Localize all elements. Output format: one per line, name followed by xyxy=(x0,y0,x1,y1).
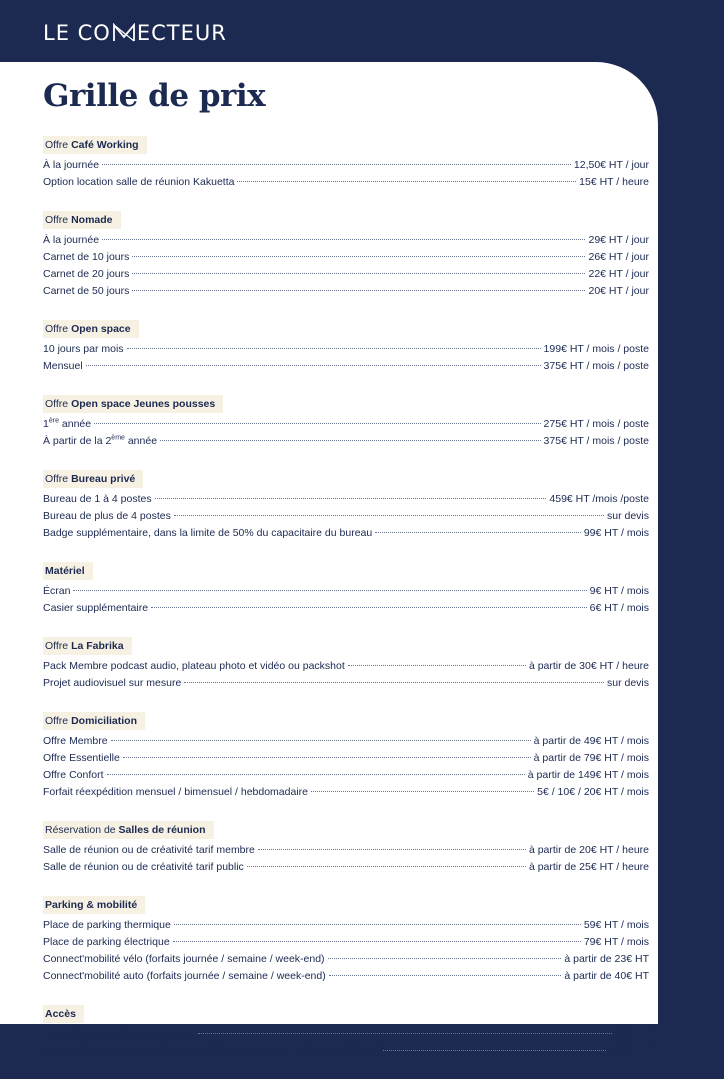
dotted-leader xyxy=(151,607,587,608)
row-price: sur devis xyxy=(606,510,649,522)
row-price: 99€ HT / mois xyxy=(583,527,649,539)
price-row xyxy=(43,951,649,968)
brand-name-left: LE CO xyxy=(43,21,111,45)
row-price: 10€ HT xyxy=(614,1028,649,1040)
price-row xyxy=(43,968,649,985)
section-header xyxy=(43,637,132,655)
row-label: Mensuel xyxy=(43,360,83,372)
dotted-leader xyxy=(155,498,547,499)
price-row xyxy=(43,784,649,801)
section-name: Accès xyxy=(45,1008,76,1020)
row-price: 375€ HT / mois / poste xyxy=(543,435,649,447)
price-row xyxy=(43,358,649,375)
dotted-leader xyxy=(198,1033,611,1034)
section-header xyxy=(43,821,214,839)
dotted-leader xyxy=(247,866,526,867)
section-header xyxy=(43,211,121,229)
price-row xyxy=(43,283,649,300)
row-label-ordinal: ère xyxy=(48,417,59,425)
dotted-leader xyxy=(383,1050,606,1051)
row-label: Salle de réunion ou de créativité tarif membre xyxy=(43,844,255,856)
price-row xyxy=(43,1026,649,1043)
dotted-leader xyxy=(174,924,581,925)
row-label: Bureau de plus de 4 postes xyxy=(43,510,171,522)
price-section xyxy=(43,1004,649,1060)
row-label: Casier supplémentaire xyxy=(43,602,149,614)
dotted-leader xyxy=(86,365,541,366)
row-price: 199€ HT / mois / poste xyxy=(543,343,649,355)
row-label: Connect'mobilité vélo (forfaits journée / semaine / week-end) xyxy=(43,953,325,965)
row-label: Carnet de 10 jours xyxy=(43,251,130,263)
row-label-suffix: année xyxy=(124,435,158,447)
dotted-leader xyxy=(173,941,581,942)
price-row xyxy=(43,934,649,951)
section-prefix: Offre xyxy=(45,323,69,335)
row-label: Écran xyxy=(43,585,71,597)
row-label: Pack Membre podcast audio, plateau photo et vidéo ou packshot xyxy=(43,660,345,672)
price-row xyxy=(43,675,649,692)
row-price: 9€ HT / mois xyxy=(589,585,649,597)
price-row xyxy=(43,433,649,450)
row-label: Forfait réexpédition mensuel / bimensuel / hebdomadaire xyxy=(43,786,308,798)
row-price: à partir de 149€ HT / mois xyxy=(527,769,649,781)
section-name: Salles de réunion xyxy=(118,824,206,836)
row-label: Projet audiovisuel sur mesure xyxy=(43,677,182,689)
price-row xyxy=(43,341,649,358)
dotted-leader xyxy=(73,590,586,591)
price-section xyxy=(43,711,649,801)
row-label: Offre Membre xyxy=(43,735,108,747)
price-row xyxy=(43,416,649,433)
dotted-leader xyxy=(111,740,531,741)
section-header xyxy=(43,896,145,914)
price-row xyxy=(43,750,649,767)
dotted-leader xyxy=(102,164,571,165)
dotted-leader xyxy=(132,273,585,274)
row-label: Place de parking électrique xyxy=(43,936,170,948)
section-name: Parking & mobilité xyxy=(45,899,138,911)
row-label: Badge supplémentaire, dans la limite de 50% du capacitaire du bureau xyxy=(43,527,373,539)
section-header xyxy=(43,470,143,488)
price-section xyxy=(43,210,649,300)
dotted-leader xyxy=(237,181,576,182)
dotted-leader xyxy=(258,849,526,850)
row-price: 15€ HT / heure xyxy=(579,176,649,188)
price-section xyxy=(43,469,649,542)
section-header xyxy=(43,136,147,154)
price-row xyxy=(43,174,649,191)
row-label-ordinal: ème xyxy=(111,434,125,442)
dotted-leader xyxy=(311,791,534,792)
row-price: 6€ HT / mois xyxy=(589,602,649,614)
price-row xyxy=(43,842,649,859)
row-label: À la journée xyxy=(43,159,100,171)
row-label: Carnet de 50 jours xyxy=(43,285,130,297)
brand-name-right: ECTEUR xyxy=(136,21,227,45)
price-row xyxy=(43,491,649,508)
section-header xyxy=(43,320,139,338)
price-row xyxy=(43,525,649,542)
section-prefix: Offre xyxy=(45,640,69,652)
section-header xyxy=(43,712,145,730)
price-row xyxy=(43,508,649,525)
section-name: Nomade xyxy=(71,214,113,226)
row-price: à partir de 79€ HT / mois xyxy=(533,752,649,764)
dotted-leader xyxy=(127,348,541,349)
brand-n-mark-icon xyxy=(112,23,136,43)
row-label: Bureau de 1 à 4 postes xyxy=(43,493,152,505)
row-price: 275€ HT / mois / poste xyxy=(543,418,649,430)
section-prefix: Offre xyxy=(45,715,69,727)
section-name: Open space Jeunes pousses xyxy=(71,398,216,410)
row-price: à partir de 20€ HT / heure xyxy=(528,844,649,856)
row-label: Offre Essentielle xyxy=(43,752,120,764)
row-price: sur devis xyxy=(606,677,649,689)
row-price: 29€ HT / jour xyxy=(588,234,649,246)
row-label-text: À partir de la 2 xyxy=(43,435,112,447)
row-price: 12,50€ HT / jour xyxy=(573,159,649,171)
row-label: À la journée xyxy=(43,234,100,246)
price-row xyxy=(43,157,649,174)
row-label: Connect'mobilité auto (forfaits journée / semaine / week-end) xyxy=(43,970,326,982)
price-section xyxy=(43,394,649,450)
dotted-leader xyxy=(107,774,525,775)
dotted-leader xyxy=(123,757,531,758)
price-row xyxy=(43,733,649,750)
price-section xyxy=(43,895,649,985)
section-prefix: Offre xyxy=(45,214,69,226)
dotted-leader xyxy=(94,423,540,424)
row-label: Salle de réunion ou de créativité tarif public xyxy=(43,861,244,873)
price-row xyxy=(43,232,649,249)
dotted-leader xyxy=(328,958,562,959)
row-price: 79€ HT / mois xyxy=(583,936,649,948)
section-name: Open space xyxy=(71,323,131,335)
dotted-leader xyxy=(329,975,562,976)
dotted-leader xyxy=(102,239,585,240)
price-row xyxy=(43,266,649,283)
row-price: à partir de 23€ HT xyxy=(564,953,649,965)
section-name: La Fabrika xyxy=(71,640,124,652)
row-price: à partir de 30€ HT / heure xyxy=(528,660,649,672)
dotted-leader xyxy=(184,682,604,683)
price-section xyxy=(43,820,649,876)
dotted-leader xyxy=(132,290,585,291)
dotted-leader xyxy=(174,515,604,516)
row-price: 5€ / 10€ / 20€ HT / mois xyxy=(537,786,649,798)
price-row xyxy=(43,917,649,934)
price-list xyxy=(43,135,649,1079)
section-prefix: Offre xyxy=(45,398,69,410)
page-title: Grille de prix xyxy=(43,78,266,114)
row-label: Perte et non restitution de badge xyxy=(43,1028,196,1040)
price-section xyxy=(43,636,649,692)
row-label: Offre Confort xyxy=(43,769,104,781)
dotted-leader xyxy=(348,665,526,666)
section-header xyxy=(43,1005,84,1023)
dotted-leader xyxy=(160,440,541,441)
row-label: Place de parking thermique xyxy=(43,919,171,931)
price-row xyxy=(43,1043,649,1060)
row-price: 20€ HT / jour xyxy=(588,285,649,297)
price-row xyxy=(43,767,649,784)
row-price: à partir de 40€ HT xyxy=(564,970,649,982)
row-price: 100€ HT xyxy=(608,1045,649,1057)
row-label-text: 1 xyxy=(43,418,49,430)
price-row xyxy=(43,658,649,675)
section-name: Bureau privé xyxy=(71,473,136,485)
dotted-leader xyxy=(375,532,581,533)
row-price: 375€ HT / mois / poste xyxy=(543,360,649,372)
price-section xyxy=(43,319,649,375)
price-row xyxy=(43,249,649,266)
section-prefix: Offre xyxy=(45,139,69,151)
row-price: 22€ HT / jour xyxy=(588,268,649,280)
price-row xyxy=(43,600,649,617)
price-row xyxy=(43,583,649,600)
row-price: 26€ HT / jour xyxy=(588,251,649,263)
section-prefix: Offre xyxy=(45,473,69,485)
section-header xyxy=(43,395,223,413)
row-label: 10 jours par mois xyxy=(43,343,124,355)
row-price: à partir de 25€ HT / heure xyxy=(528,861,649,873)
dotted-leader xyxy=(132,256,585,257)
row-label xyxy=(43,416,91,433)
section-name: Domiciliation xyxy=(71,715,138,727)
price-section xyxy=(43,561,649,617)
row-price: 459€ HT /mois /poste xyxy=(549,493,649,505)
row-price: 59€ HT / mois xyxy=(583,919,649,931)
row-label xyxy=(43,433,157,450)
row-label: Carnet de 20 jours xyxy=(43,268,130,280)
section-name: Matériel xyxy=(45,565,85,577)
row-label: Intervention d'urgence entre minuit et 5h durant la fermeture du bâtiment xyxy=(43,1045,381,1057)
row-label-suffix: année xyxy=(58,418,92,430)
section-prefix: Réservation de xyxy=(45,824,116,836)
section-header xyxy=(43,562,93,580)
row-label: Option location salle de réunion Kakuetta xyxy=(43,176,235,188)
brand-logo xyxy=(43,20,227,46)
row-price: à partir de 49€ HT / mois xyxy=(533,735,649,747)
price-row xyxy=(43,859,649,876)
section-name: Café Working xyxy=(71,139,139,151)
price-section xyxy=(43,135,649,191)
